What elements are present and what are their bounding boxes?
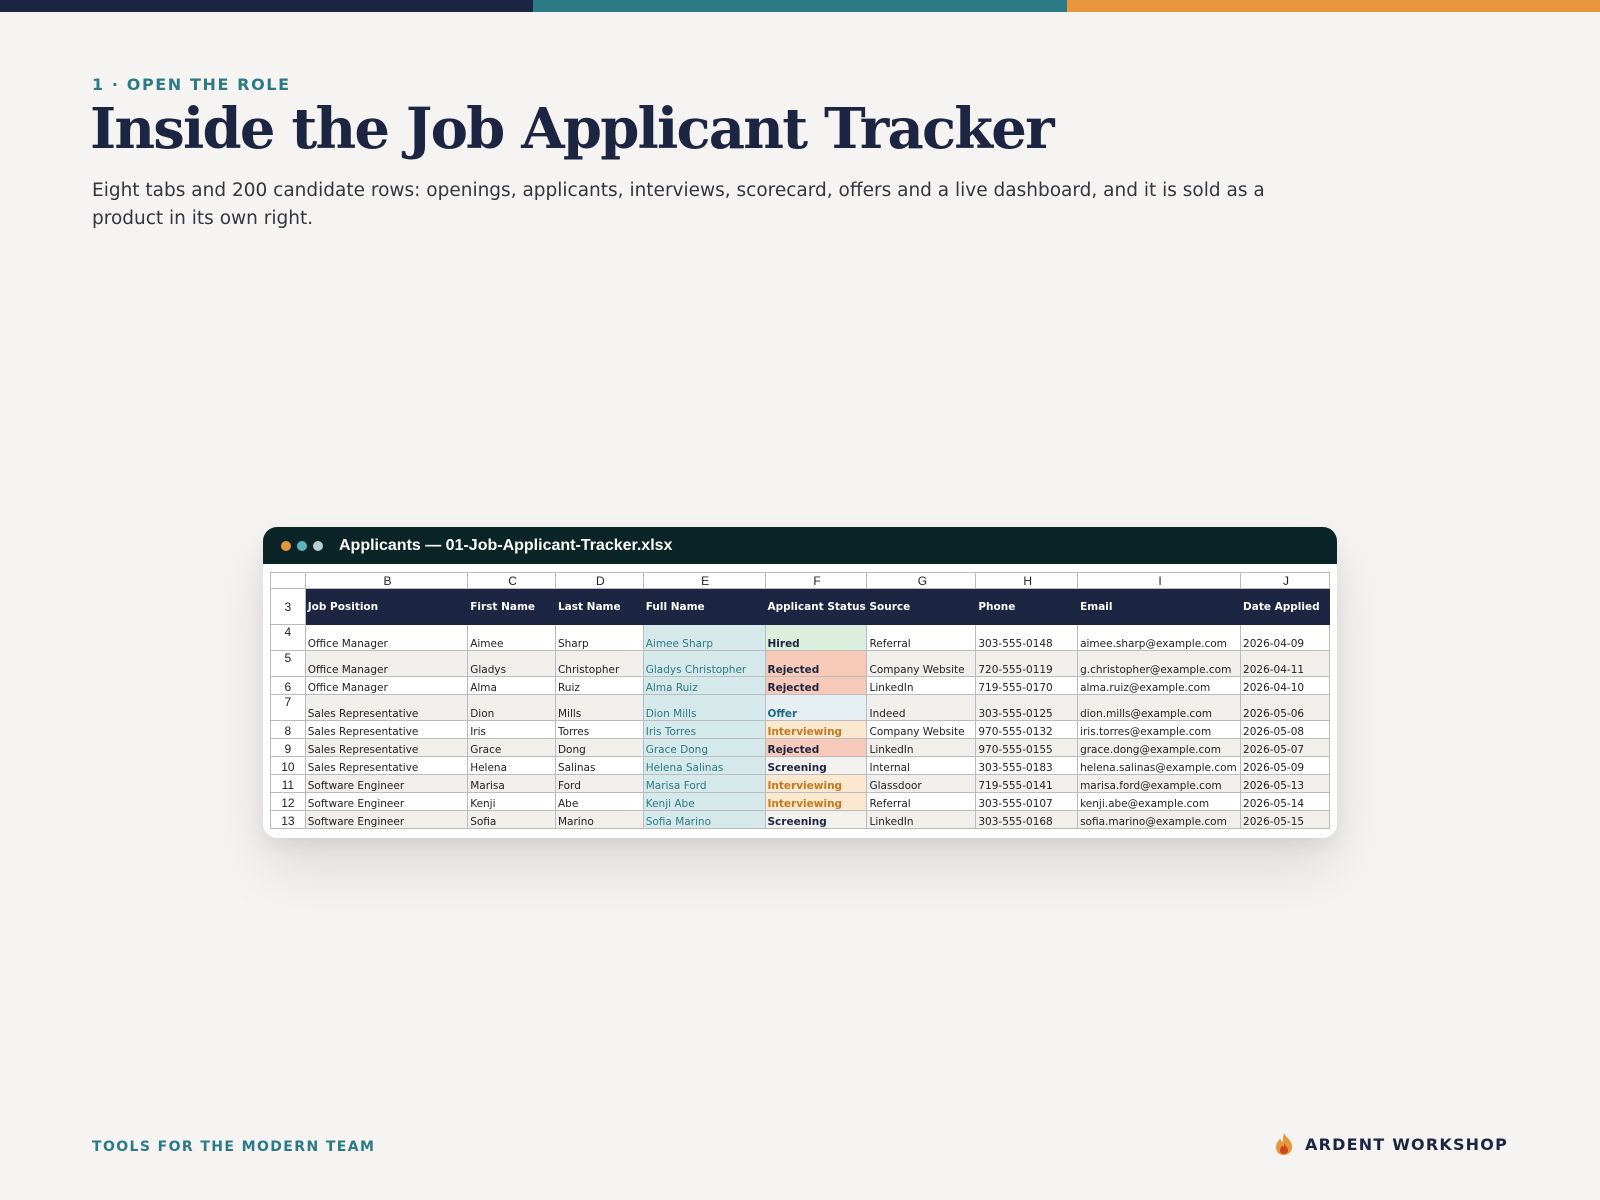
cell-email[interactable]: g.christopher@example.com: [1078, 651, 1241, 677]
cell-date[interactable]: 2026-04-09: [1241, 625, 1330, 651]
cell-applicant-status[interactable]: Rejected: [765, 651, 867, 677]
cell-full-name[interactable]: Marisa Ford: [643, 775, 765, 793]
cell-email[interactable]: alma.ruiz@example.com: [1078, 677, 1241, 695]
cell-date[interactable]: 2026-05-08: [1241, 721, 1330, 739]
cell-phone[interactable]: 303-555-0183: [976, 757, 1078, 775]
cell-phone[interactable]: 303-555-0168: [976, 811, 1078, 829]
column-letter[interactable]: H: [976, 573, 1078, 589]
column-letter[interactable]: C: [468, 573, 556, 589]
cell-first[interactable]: Sofia: [468, 811, 556, 829]
row-number[interactable]: 4: [271, 625, 306, 651]
cell-full-name[interactable]: Gladys Christopher: [643, 651, 765, 677]
cell-position[interactable]: Software Engineer: [305, 793, 467, 811]
cell-phone[interactable]: 970-555-0155: [976, 739, 1078, 757]
cell-first[interactable]: Grace: [468, 739, 556, 757]
cell-full-name[interactable]: Iris Torres: [643, 721, 765, 739]
table-header-row: [271, 589, 1330, 625]
cell-last[interactable]: Sharp: [555, 625, 643, 651]
cell-position[interactable]: Office Manager: [305, 625, 467, 651]
table-row[interactable]: [271, 721, 1330, 739]
cell-source[interactable]: LinkedIn: [867, 739, 976, 757]
cell-email[interactable]: helena.salinas@example.com: [1078, 757, 1241, 775]
row-number[interactable]: 10: [271, 757, 306, 775]
row-number[interactable]: 8: [271, 721, 306, 739]
cell-position[interactable]: Sales Representative: [305, 739, 467, 757]
cell-email[interactable]: sofia.marino@example.com: [1078, 811, 1241, 829]
row-number[interactable]: 7: [271, 695, 306, 721]
corner-cell[interactable]: [271, 573, 306, 589]
column-letter-row: [271, 573, 1330, 589]
column-header[interactable]: Phone: [976, 589, 1078, 625]
cell-full-name[interactable]: Helena Salinas: [643, 757, 765, 775]
cell-date[interactable]: 2026-05-13: [1241, 775, 1330, 793]
cell-date[interactable]: 2026-04-11: [1241, 651, 1330, 677]
cell-applicant-status[interactable]: Interviewing: [765, 775, 867, 793]
cell-phone[interactable]: 303-555-0148: [976, 625, 1078, 651]
column-header[interactable]: Email: [1078, 589, 1241, 625]
cell-last[interactable]: Abe: [555, 793, 643, 811]
cell-full-name[interactable]: Kenji Abe: [643, 793, 765, 811]
page-title: Inside the Job Applicant Tracker: [90, 96, 1053, 162]
cell-applicant-status[interactable]: Rejected: [765, 739, 867, 757]
column-header[interactable]: Applicant Status: [765, 589, 867, 625]
cell-first[interactable]: Alma: [468, 677, 556, 695]
column-header[interactable]: Source: [867, 589, 976, 625]
cell-applicant-status[interactable]: Rejected: [765, 677, 867, 695]
table-row[interactable]: [271, 811, 1330, 829]
top-color-stripe: [0, 0, 1600, 12]
cell-source[interactable]: LinkedIn: [867, 811, 976, 829]
cell-date[interactable]: 2026-05-15: [1241, 811, 1330, 829]
cell-first[interactable]: Iris: [468, 721, 556, 739]
cell-phone[interactable]: 303-555-0125: [976, 695, 1078, 721]
cell-applicant-status[interactable]: Interviewing: [765, 721, 867, 739]
column-header[interactable]: Full Name: [643, 589, 765, 625]
flame-icon: [1273, 1132, 1295, 1156]
table-row[interactable]: [271, 793, 1330, 811]
stripe-segment-orange: [1067, 0, 1600, 12]
cell-first[interactable]: Helena: [468, 757, 556, 775]
cell-email[interactable]: grace.dong@example.com: [1078, 739, 1241, 757]
column-header[interactable]: Last Name: [555, 589, 643, 625]
applicants-sheet: [270, 572, 1330, 829]
cell-email[interactable]: aimee.sharp@example.com: [1078, 625, 1241, 651]
cell-last[interactable]: Torres: [555, 721, 643, 739]
column-letter[interactable]: G: [867, 573, 976, 589]
cell-last[interactable]: Marino: [555, 811, 643, 829]
table-row[interactable]: [271, 651, 1330, 677]
window-title: Applicants — 01-Job-Applicant-Tracker.xlsx: [339, 536, 673, 554]
row-number[interactable]: 12: [271, 793, 306, 811]
cell-date[interactable]: 2026-04-10: [1241, 677, 1330, 695]
column-header[interactable]: First Name: [468, 589, 556, 625]
table-row[interactable]: [271, 739, 1330, 757]
cell-first[interactable]: Dion: [468, 695, 556, 721]
column-letter[interactable]: B: [305, 573, 467, 589]
row-number[interactable]: 13: [271, 811, 306, 829]
cell-position[interactable]: Software Engineer: [305, 811, 467, 829]
table-row[interactable]: [271, 677, 1330, 695]
cell-applicant-status[interactable]: Hired: [765, 625, 867, 651]
cell-last[interactable]: Ruiz: [555, 677, 643, 695]
brand-logo: [1273, 1132, 1508, 1156]
brand-name: ARDENT WORKSHOP: [1305, 1134, 1508, 1154]
cell-first[interactable]: Gladys: [468, 651, 556, 677]
sheet-area: [263, 564, 1337, 829]
cell-date[interactable]: 2026-05-14: [1241, 793, 1330, 811]
stripe-segment-teal: [533, 0, 1066, 12]
cell-position[interactable]: Office Manager: [305, 677, 467, 695]
cell-position[interactable]: Software Engineer: [305, 775, 467, 793]
column-letter[interactable]: F: [765, 573, 867, 589]
column-letter[interactable]: J: [1241, 573, 1330, 589]
cell-source[interactable]: Glassdoor: [867, 775, 976, 793]
cell-applicant-status[interactable]: Screening: [765, 757, 867, 775]
cell-applicant-status[interactable]: Screening: [765, 811, 867, 829]
cell-source[interactable]: Company Website: [867, 721, 976, 739]
row-number[interactable]: 11: [271, 775, 306, 793]
cell-date[interactable]: 2026-05-07: [1241, 739, 1330, 757]
cell-last[interactable]: Ford: [555, 775, 643, 793]
cell-first[interactable]: Kenji: [468, 793, 556, 811]
column-header[interactable]: Date Applied: [1241, 589, 1330, 625]
cell-position[interactable]: Sales Representative: [305, 757, 467, 775]
cell-source[interactable]: Referral: [867, 793, 976, 811]
window-dot-teal[interactable]: [297, 541, 307, 551]
cell-first[interactable]: Aimee: [468, 625, 556, 651]
section-eyebrow: 1 · OPEN THE ROLE: [92, 75, 291, 94]
row-number[interactable]: 6: [271, 677, 306, 695]
table-row[interactable]: [271, 775, 1330, 793]
cell-date[interactable]: 2026-05-09: [1241, 757, 1330, 775]
table-row[interactable]: [271, 695, 1330, 721]
column-letter[interactable]: I: [1078, 573, 1241, 589]
row-number[interactable]: 9: [271, 739, 306, 757]
table-row[interactable]: [271, 625, 1330, 651]
stripe-segment-navy: [0, 0, 533, 12]
table-row[interactable]: [271, 757, 1330, 775]
window-title-bar: [263, 527, 1337, 564]
cell-email[interactable]: kenji.abe@example.com: [1078, 793, 1241, 811]
cell-email[interactable]: iris.torres@example.com: [1078, 721, 1241, 739]
cell-full-name[interactable]: Sofia Marino: [643, 811, 765, 829]
spreadsheet-window: [263, 527, 1337, 838]
cell-phone[interactable]: 970-555-0132: [976, 721, 1078, 739]
cell-position[interactable]: Sales Representative: [305, 721, 467, 739]
window-dot-grey[interactable]: [313, 541, 323, 551]
cell-last[interactable]: Christopher: [555, 651, 643, 677]
cell-applicant-status[interactable]: Offer: [765, 695, 867, 721]
cell-last[interactable]: Mills: [555, 695, 643, 721]
page-subtitle: Eight tabs and 200 candidate rows: openings, applicants, interviews, scorecard, offers and a live dashboard, and it is sold as a product in its own right.: [92, 180, 1265, 229]
cell-source[interactable]: Referral: [867, 625, 976, 651]
cell-first[interactable]: Marisa: [468, 775, 556, 793]
column-letter[interactable]: D: [555, 573, 643, 589]
row-number[interactable]: 5: [271, 651, 306, 677]
cell-phone[interactable]: 303-555-0107: [976, 793, 1078, 811]
cell-position[interactable]: Sales Representative: [305, 695, 467, 721]
cell-phone[interactable]: 720-555-0119: [976, 651, 1078, 677]
cell-source[interactable]: Company Website: [867, 651, 976, 677]
cell-source[interactable]: Indeed: [867, 695, 976, 721]
cell-source[interactable]: LinkedIn: [867, 677, 976, 695]
cell-email[interactable]: marisa.ford@example.com: [1078, 775, 1241, 793]
cell-source[interactable]: Internal: [867, 757, 976, 775]
cell-full-name[interactable]: Alma Ruiz: [643, 677, 765, 695]
cell-email[interactable]: dion.mills@example.com: [1078, 695, 1241, 721]
cell-phone[interactable]: 719-555-0141: [976, 775, 1078, 793]
footer-tagline: TOOLS FOR THE MODERN TEAM: [92, 1139, 376, 1155]
cell-last[interactable]: Dong: [555, 739, 643, 757]
cell-last[interactable]: Salinas: [555, 757, 643, 775]
column-letter[interactable]: E: [643, 573, 765, 589]
cell-full-name[interactable]: Dion Mills: [643, 695, 765, 721]
cell-applicant-status[interactable]: Interviewing: [765, 793, 867, 811]
row-number[interactable]: 3: [271, 589, 306, 625]
cell-date[interactable]: 2026-05-06: [1241, 695, 1330, 721]
cell-full-name[interactable]: Grace Dong: [643, 739, 765, 757]
cell-position[interactable]: Office Manager: [305, 651, 467, 677]
cell-full-name[interactable]: Aimee Sharp: [643, 625, 765, 651]
cell-phone[interactable]: 719-555-0170: [976, 677, 1078, 695]
window-dot-orange[interactable]: [281, 541, 291, 551]
column-header[interactable]: Job Position: [305, 589, 467, 625]
